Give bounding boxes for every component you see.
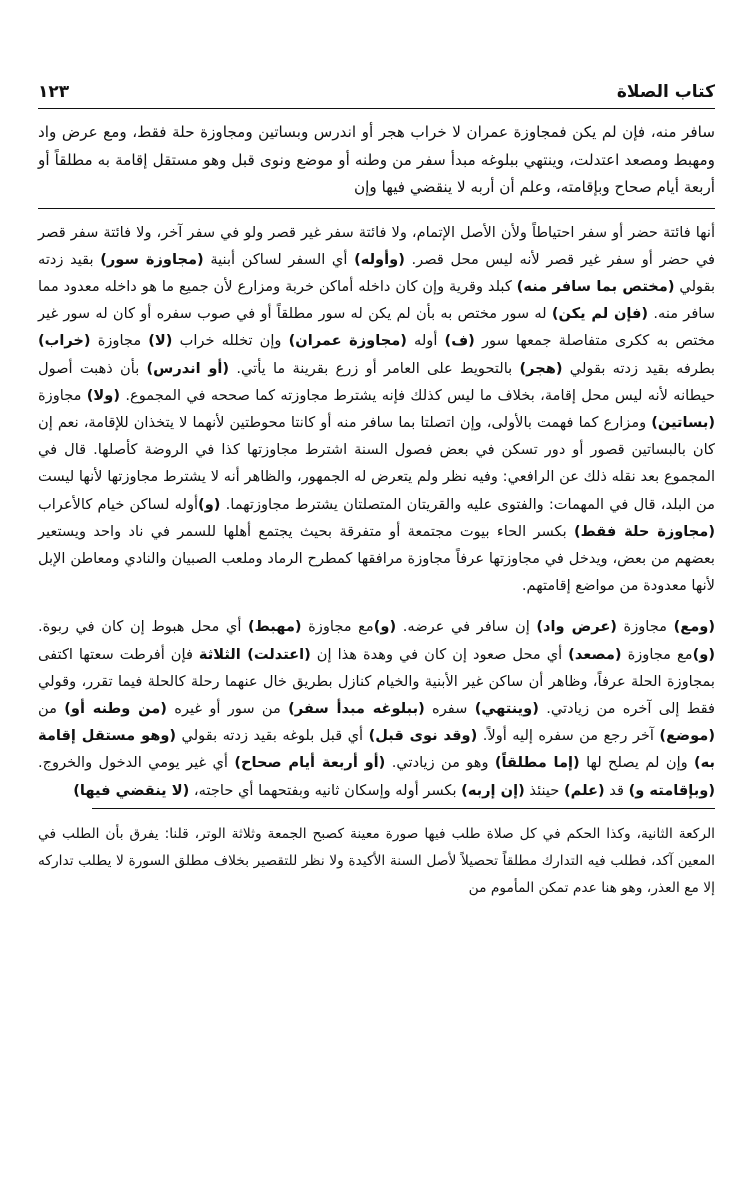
bold-matn-quote: (مجاوزة سور) — [100, 250, 204, 268]
bold-matn-quote: (لا) — [148, 332, 173, 350]
sharh-text-run: أوله — [406, 332, 445, 350]
sharh-text-run: من — [38, 699, 65, 717]
bold-matn-quote: (اعتدلت) — [247, 645, 311, 663]
bold-matn-quote: (و) — [692, 645, 715, 663]
bold-matn-quote: (إن إربه) — [461, 781, 525, 799]
sharh-text-run: فإن أفرطت سعتها اكتفى بمجاوزة الحلة عرفاً، وظاهر أن ساكن غير الأبنية والخيام كنازل بطريق خال عنهما رحلة كالحلة فيما تقرر، وقولي فقط إلى آخره من زيادتي. — [38, 645, 715, 717]
bold-matn-quote: (عرض واد) — [536, 618, 617, 636]
footnote-rule — [92, 808, 715, 809]
sharh-text-run: بطرفه بقيد زدته بقولي — [562, 359, 715, 377]
bold-matn-quote: (مصعد) — [568, 645, 622, 663]
bold-matn-quote: (وقد نوى قبل) — [368, 727, 478, 745]
bold-matn-quote: (أو اندرس) — [146, 359, 230, 377]
sharh-text-run: أي محل صعود إن كان في وهدة هذا إن — [310, 645, 569, 663]
sharh-text-run: مع مجاوزة — [301, 618, 374, 636]
sharh-text-run: قد — [604, 781, 629, 799]
chapter-title: كتاب الصلاة — [616, 82, 715, 102]
bold-matn-quote: (مهبط) — [247, 618, 302, 636]
bold-matn-quote: (لا ينقضي فيها) — [73, 781, 190, 799]
bold-matn-quote: (ومع) — [673, 618, 715, 636]
bold-matn-quote: (وينتهي) — [474, 699, 539, 717]
sharh-section — [38, 219, 715, 804]
bold-matn-quote: (بساتين) — [651, 413, 715, 431]
footnote-text: الركعة الثانية، وكذا الحكم في كل صلاة طلب فيها صورة معينة كصبح الجمعة وثلاثة الوتر، قلنا: يفرق بأن الطلب في المعين آكد، فطلب فيه التدارك مطلقاً تحصيلاً لأصل السنة الأكيدة ولا نظر للتقصير بخلاف مطلق السورة لا يطلب تداركه إلا مع العذر، وهو هنا عدم تمكن المأموم من — [38, 825, 715, 896]
bold-matn-quote: (أو أربعة أيام صحاح) — [234, 754, 386, 772]
sharh-text-run: بكسر أوله وإسكان ثانيه وبفتحهما أي حاجته، — [189, 781, 462, 799]
sharh-text-run: أي قبل بلوغه بقيد زدته بقولي — [176, 727, 369, 745]
bold-matn-quote: (علم) — [563, 781, 605, 799]
footnote-section — [38, 821, 715, 902]
bold-matn-quote: (و) — [373, 618, 397, 636]
sharh-text-run: أوله لساكن خيام كالأعراب — [38, 495, 199, 513]
bold-matn-quote: الثلاثة — [198, 645, 248, 663]
sharh-text-run: له سور مختص به بأن لم يكن له سور مطلقاً أو في صوب سفره أو كان له سور غير مختص به ككرى متفاصلة جمعها سور — [38, 305, 715, 350]
bold-matn-quote: (هجر) — [519, 359, 563, 377]
bold-matn-quote: (فإن لم يكن) — [551, 305, 649, 323]
sharh-text-run: أنها فائتة حضر أو سفر احتياطاً ولأن الأصل الإتمام، ولا فائتة سفر غير قصر ولو في سفر آخر، ولا فائتة سفر قصر في حضر أو سفر غير قصر لأنه ليس محل قصر. — [38, 223, 716, 268]
matn-rule — [38, 208, 715, 209]
bold-matn-quote: (مجاوزة عمران) — [288, 332, 407, 350]
sharh-text-run: وهو من زيادتي. — [385, 754, 495, 772]
sharh-text-run: بأن ذهبت أصول حيطانه لأنه ليس محل إقامة، بخلاف ما ليس كذلك فإنه يشترط مجاوزته كما صححه في المجموع. — [38, 359, 715, 404]
sharh-text-run: وإن لم يصلح لها — [579, 754, 695, 772]
sharh-text-run: بالتحويط على العامر أو زرع بقرينة ما يأتي. — [229, 359, 520, 377]
sharh-paragraph-2 — [38, 613, 715, 803]
bold-matn-quote: (وهو مستقل إقامة به) — [38, 727, 716, 772]
bold-matn-quote: (ف) — [444, 332, 475, 350]
bold-matn-quote: (ولا) — [86, 386, 121, 404]
page-number: ١٢٣ — [38, 82, 70, 102]
bold-matn-quote: (إما مطلقاً) — [494, 754, 580, 772]
header-rule — [38, 108, 715, 109]
sharh-text-run: أي السفر لساكن أبنية — [203, 250, 355, 268]
sharh-text-run: بكسر الحاء بيوت مجتمعة أو متفرقة بحيث يجتمع أهلها للسمر في ناد واحد ويستعير بعضهم من بعض، ويدخل في مجاوزتها عرفاً مجاوزة مرافقها كمطرح الرماد وملعب الصبيان والنادي ومعاطن الإبل لأنها معدودة من مواضع إقامتهم. — [38, 522, 715, 595]
sharh-text-run: وإن تخلله خراب — [172, 332, 289, 350]
bold-matn-quote: (من وطنه أو) — [64, 699, 167, 717]
sharh-text-run: أي غير يومي الدخول والخروج. — [38, 754, 235, 772]
bold-matn-quote: (مختص بما سافر منه) — [516, 277, 675, 295]
matn-section — [38, 119, 715, 202]
sharh-text-run: بقيد زدته بقولي — [38, 250, 716, 295]
bold-matn-quote: (خراب) — [38, 332, 91, 350]
sharh-text-run: إن سافر في عرضه. — [396, 618, 537, 636]
bold-matn-quote: (وأوله) — [354, 250, 405, 268]
sharh-text-run: آخر رجع من سفره إليه أولاً. — [477, 727, 660, 745]
sharh-text-run: ومزارع كما فهمت بالأولى، وإن اتصلتا بما سافر منه أو كانتا محوطتين لأنهما لا يتخذان للإقامة، نعم إن كان بالبساتين قصور أو دور تسكن في بعض فصول السنة اشترط مجاوزتها كذا في الروضة كأصلها. قال في المجموع بعد نقله ذلك عن الرافعي: وفيه نظر ولم يتعرض له الجمهور، والظاهر أنه لا يشترط مجاوزتها لأنها ليست من البلد، قال في المهمات: والفتوى عليه والقريتان المتصلتان يشترط مجاوزتهما. — [38, 413, 715, 513]
sharh-text-run: مع مجاوزة — [621, 645, 693, 663]
bold-matn-quote: (ببلوغه مبدأ سفر) — [288, 699, 425, 717]
page-header — [38, 66, 715, 102]
bold-matn-quote: (موضع) — [659, 727, 716, 745]
sharh-text-run: حينئذ — [524, 781, 564, 799]
sharh-text-run: أي محل هبوط إن كان في ربوة. — [38, 618, 248, 636]
bold-matn-quote: (و) — [198, 495, 221, 513]
sharh-text-run: كبلد وقرية وإن كان داخله أماكن خربة ومزارع لأن جميع ما هو داخله معدود مما سافر منه. — [38, 277, 715, 323]
sharh-text-run: سفره — [424, 699, 475, 717]
matn-text: سافر منه، فإن لم يكن فمجاوزة عمران لا خراب هجر أو اندرس وبساتين ومجاوزة حلة فقط، ومع عرض واد ومهبط ومصعد اعتدلت، وينتهي ببلوغه مبدأ سفر من وطنه أو موضع ونوى قبل وهو مستقل إقامة به مطلقاً أو أربعة أيام صحاح وبإقامته، وعلم أن أربه لا ينقضي فيها وإن — [38, 123, 715, 196]
sharh-text-run: مجاوزة — [38, 386, 87, 404]
bold-matn-quote: (مجاوزة حلة فقط) — [574, 522, 716, 540]
paragraph-gap — [38, 599, 715, 613]
bold-matn-quote: (وبإقامته و) — [628, 781, 715, 799]
sharh-text-run: مجاوزة — [90, 332, 149, 350]
sharh-text-run: من سور أو غيره — [166, 699, 289, 717]
sharh-text-run: مجاوزة — [616, 618, 674, 636]
sharh-paragraph-1 — [38, 219, 715, 600]
